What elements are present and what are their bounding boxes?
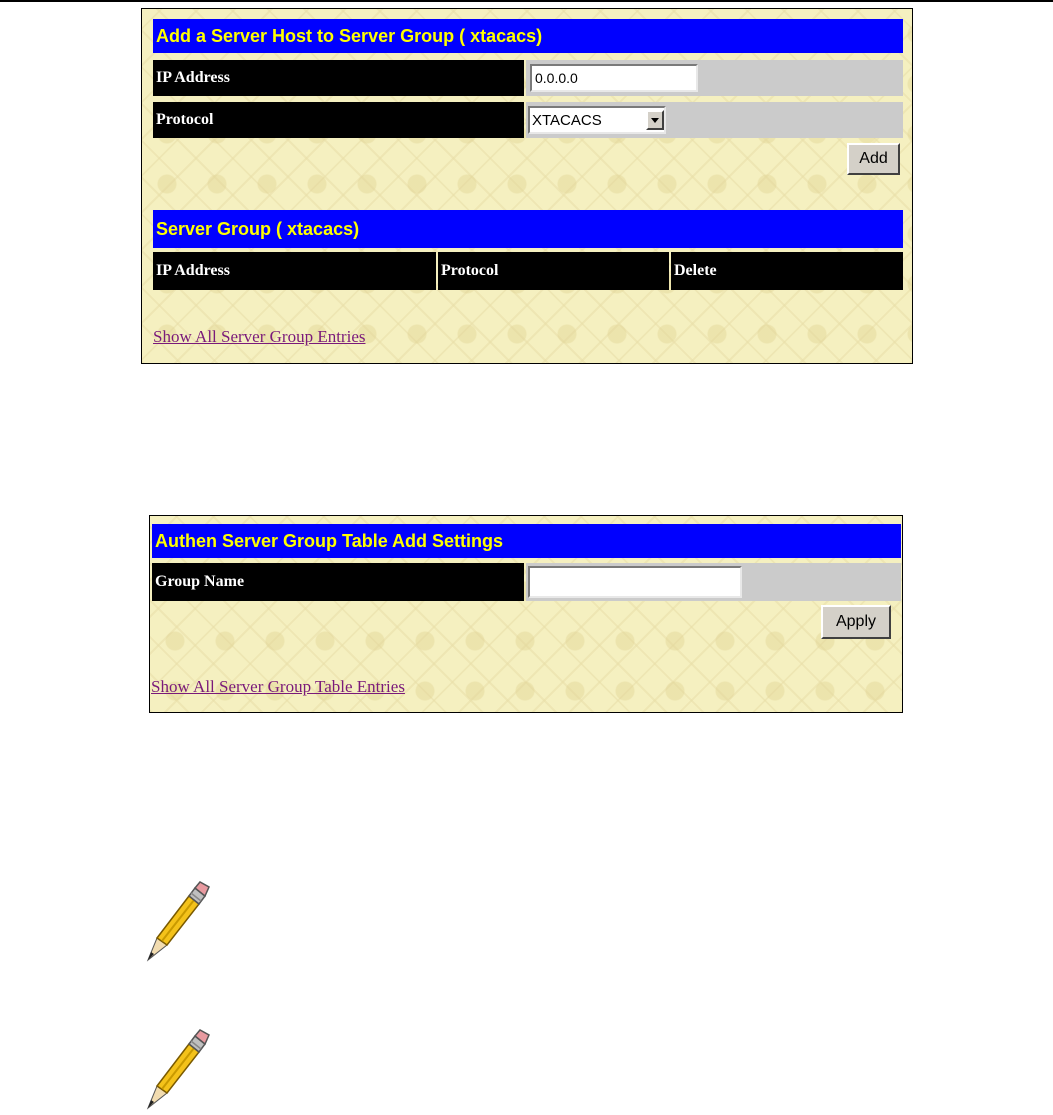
chevron-down-icon[interactable] [646,110,664,130]
pencil-note-icon [145,1026,213,1110]
add-server-host-title: Add a Server Host to Server Group ( xtacacs) [153,19,903,53]
page-top-rule [0,0,1053,2]
column-header-ip-address: IP Address [153,252,436,290]
group-name-input[interactable] [528,566,742,598]
protocol-selected-value: XTACACS [532,111,602,129]
ip-address-cell [526,60,903,96]
server-group-title: Server Group ( xtacacs) [153,210,903,248]
show-all-server-group-entries-link[interactable]: Show All Server Group Entries [153,327,366,346]
protocol-cell [526,102,903,138]
apply-button[interactable]: Apply [821,605,891,639]
protocol-select[interactable] [528,106,666,134]
server-group-panel [141,8,913,364]
column-header-protocol: Protocol [438,252,669,290]
ip-address-input[interactable] [530,64,698,92]
group-name-label: Group Name [152,563,524,601]
group-table-panel [149,515,903,713]
pencil-note-icon [145,878,213,962]
group-name-cell [526,563,901,601]
group-table-add-settings-title: Authen Server Group Table Add Settings [152,524,901,558]
protocol-label: Protocol [153,102,524,138]
show-all-server-group-table-entries-link[interactable]: Show All Server Group Table Entries [151,677,405,696]
column-header-delete: Delete [671,252,903,290]
add-button[interactable]: Add [847,143,900,175]
ip-address-label: IP Address [153,60,524,96]
